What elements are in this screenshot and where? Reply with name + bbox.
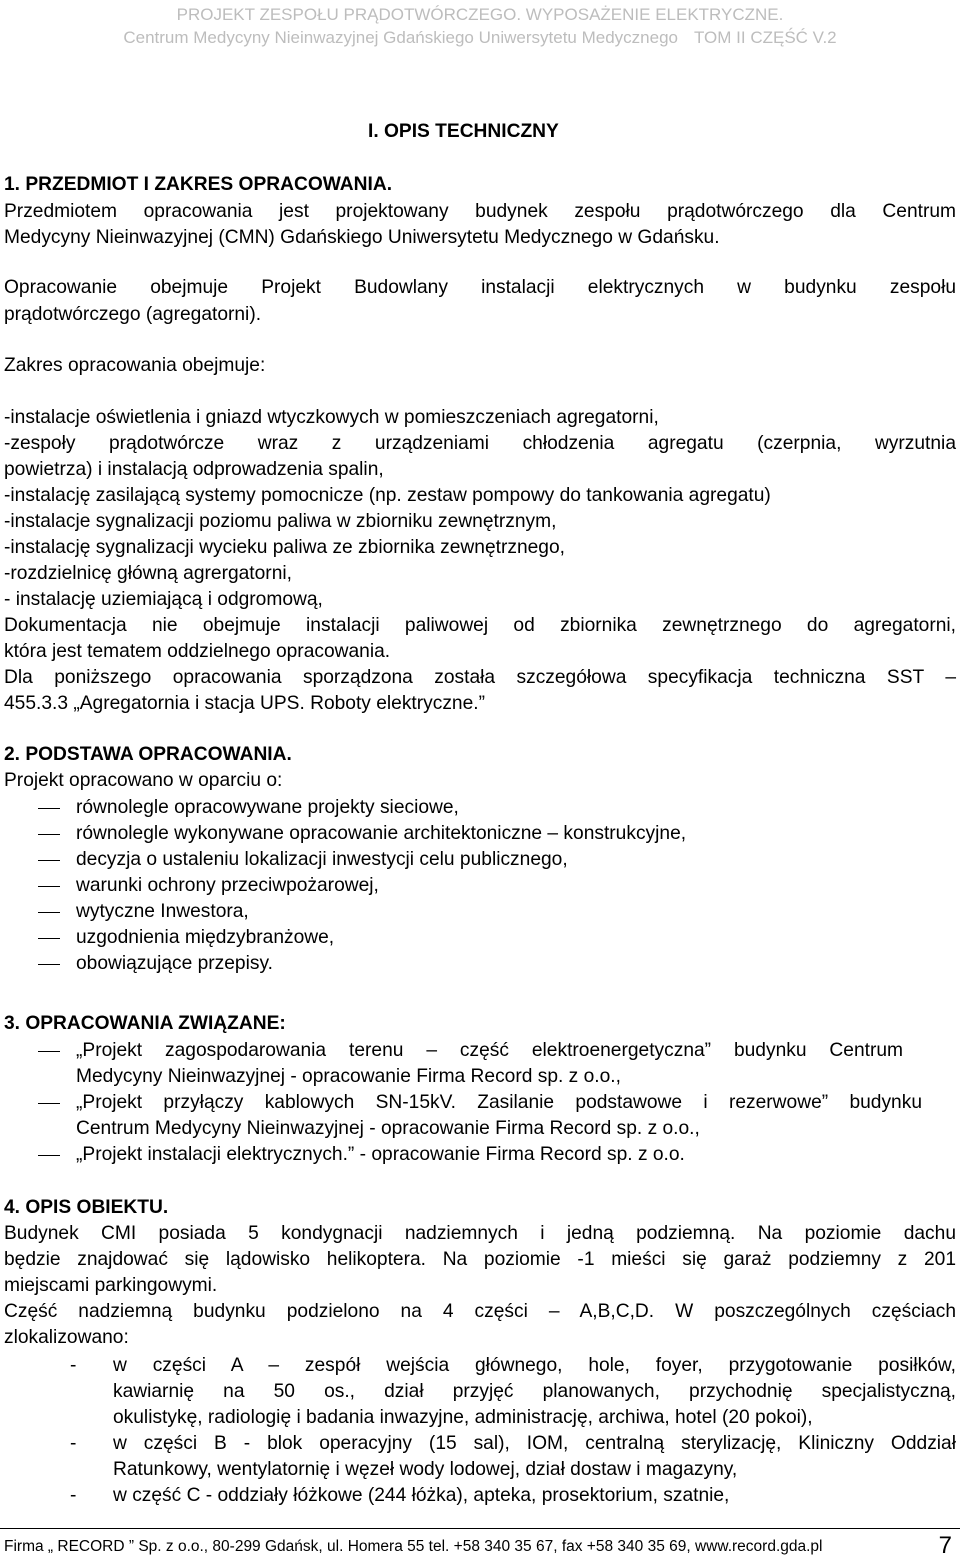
basis-item: warunki ochrony przeciwpożarowej, — [76, 875, 379, 896]
scope-item: -rozdzielnicę główną agrergatorni, — [4, 563, 292, 584]
running-header-line1: PROJEKT ZESPOŁU PRĄDOTWÓRCZEGO. WYPOSAŻENIE ELEKTRYCZNE. — [176, 5, 784, 24]
scope-item: -zespoły prądotwórcze wraz z urządzeniami chłodzenia agregatu (czerpnia, wyrzutnia — [4, 433, 956, 454]
related-doc-item: „Projekt instalacji elektrycznych.” - opracowanie Firma Record sp. z o.o. — [76, 1144, 685, 1165]
part-c-line1: w część C - oddziały łóżkowe (244 łóżka), apteka, prosektorium, szatnie, — [113, 1485, 730, 1506]
section1-heading: 1. PRZEDMIOT I ZAKRES OPRACOWANIA. — [4, 174, 393, 195]
related-doc-item-continued: Medycyny Nieinwazyjnej - opracowanie Firma Record sp. z o.o., — [76, 1066, 621, 1087]
part-a-line1: w części A – zespół wejścia głównego, hole, foyer, przygotowanie posiłków, — [113, 1355, 956, 1376]
specification-line2: 455.3.3 „Agregatornia i stacja UPS. Roboty elektryczne.” — [4, 693, 485, 714]
exclusion-line2: która jest tematem oddzielnego opracowania. — [4, 641, 391, 662]
list-dash-icon — [38, 912, 60, 913]
footer-rule — [0, 1528, 960, 1529]
list-dash-icon — [38, 860, 60, 861]
scope-item: -instalacje sygnalizacji poziomu paliwa w zbiorniku zewnętrznym, — [4, 511, 557, 532]
scope-item: -instalację sygnalizacji wycieku paliwa ze zbiornika zewnętrznego, — [4, 537, 565, 558]
exclusion-line1: Dokumentacja nie obejmuje instalacji paliwowej od zbiornika zewnętrznego do agregatorni, — [4, 615, 956, 636]
list-dash-icon — [38, 834, 60, 835]
list-dash-icon — [38, 938, 60, 939]
basis-item: równolegle opracowywane projekty sieciowe, — [76, 797, 459, 818]
list-dash-icon — [38, 886, 60, 887]
related-doc-item-continued: Centrum Medycyny Nieinwazyjnej - opracowanie Firma Record sp. z o.o., — [76, 1118, 700, 1139]
list-dash-icon — [38, 808, 60, 809]
part-b-line2: Ratunkowy, wentylatornię i węzeł wody lodowej, dział dostaw i magazyny, — [113, 1459, 738, 1480]
section1-para2-line1: Opracowanie obejmuje Projekt Budowlany instalacji elektrycznych w budynku zespołu — [4, 277, 956, 298]
part-a-line2: kawiarnię na 50 os., dział przyjęć planowanych, przychodnię specjalistyczną, — [113, 1381, 956, 1402]
basis-item: wytyczne Inwestora, — [76, 901, 249, 922]
section1-para1-line2: Medycyny Nieinwazyjnej (CMN) Gdańskiego Uniwersytetu Medycznego w Gdańsku. — [4, 227, 720, 248]
list-dash-icon — [38, 964, 60, 965]
section1-para1-line1: Przedmiotem opracowania jest projektowany budynek zespołu prądotwórczego dla Centrum — [4, 201, 956, 222]
part-a-line3: okulistykę, radiologię i badania inwazyjne, administrację, archiwa, hotel (20 pokoi), — [113, 1407, 813, 1428]
basis-item: obowiązujące przepisy. — [76, 953, 273, 974]
related-doc-item: „Projekt zagospodarowania terenu – część elektroenergetyczna” budynku Centrum — [76, 1040, 903, 1061]
section4-paragraph-line: będzie znajdować się lądowisko helikoptera. Na poziomie -1 mieści się garaż podziemny z 201 — [4, 1249, 956, 1270]
section4-heading: 4. OPIS OBIEKTU. — [4, 1197, 169, 1218]
part-list-hyphen: - — [70, 1433, 77, 1454]
list-dash-icon — [38, 1103, 60, 1104]
scope-item: -instalację zasilającą systemy pomocnicze (np. zestaw pompowy do tankowania agregatu) — [4, 485, 771, 506]
list-dash-icon — [38, 1155, 60, 1156]
part-list-hyphen: - — [70, 1485, 77, 1506]
section4-paragraph-line: miejscami parkingowymi. — [4, 1275, 218, 1296]
scope-intro: Zakres opracowania obejmuje: — [4, 355, 266, 376]
part-b-line1: w części B - blok operacyjny (15 sal), IOM, centralną sterylizację, Kliniczny Oddział — [113, 1433, 956, 1454]
section4-paragraph-line: Część nadziemną budynku podzielono na 4 części – A,B,C,D. W poszczególnych częściach — [4, 1301, 956, 1322]
page-number: 7 — [938, 1532, 952, 1559]
section3-heading: 3. OPRACOWANIA ZWIĄZANE: — [4, 1013, 286, 1034]
scope-item-continued: powietrza) i instalacją odprowadzenia spalin, — [4, 459, 384, 480]
related-doc-item: „Projekt przyłączy kablowych SN-15kV. Zasilanie podstawowe i rezerwowe” budynku — [76, 1092, 922, 1113]
header-institution: Centrum Medycyny Nieinwazyjnej Gdańskiego Uniwersytetu Medycznego — [123, 28, 678, 47]
basis-item: uzgodnienia międzybranżowe, — [76, 927, 335, 948]
list-dash-icon — [38, 1051, 60, 1052]
specification-line1: Dla poniższego opracowania sporządzona została szczegółowa specyfikacja techniczna SST – — [4, 667, 956, 688]
scope-item: -instalacje oświetlenia i gniazd wtyczkowych w pomieszczeniach agregatorni, — [4, 407, 659, 428]
basis-item: równolegle wykonywane opracowanie architektoniczne – konstrukcyjne, — [76, 823, 687, 844]
part-list-hyphen: - — [70, 1355, 77, 1376]
scope-item: - instalację uziemiającą i odgromową, — [4, 589, 323, 610]
section1-para2-line2: prądotwórczego (agregatorni). — [4, 304, 262, 325]
header-volume: TOM II CZĘŚĆ V.2 — [693, 28, 837, 47]
document-title: I. OPIS TECHNICZNY — [368, 121, 559, 142]
basis-item: decyzja o ustaleniu lokalizacji inwestycji celu publicznego, — [76, 849, 568, 870]
running-header-line2 — [0, 28, 960, 48]
section4-paragraph-line: Budynek CMI posiada 5 kondygnacji nadziemnych i jedną podziemną. Na poziomie dachu — [4, 1223, 956, 1244]
section2-heading: 2. PODSTAWA OPRACOWANIA. — [4, 744, 292, 765]
footer-company: Firma „ RECORD ” Sp. z o.o., 80-299 Gdańsk, ul. Homera 55 tel. +58 340 35 67, fax +58 340 35 69, www.record.gda.pl — [4, 1538, 823, 1555]
section2-intro: Projekt opracowano w oparciu o: — [4, 770, 283, 791]
section4-paragraph-line: zlokalizowano: — [4, 1327, 129, 1348]
